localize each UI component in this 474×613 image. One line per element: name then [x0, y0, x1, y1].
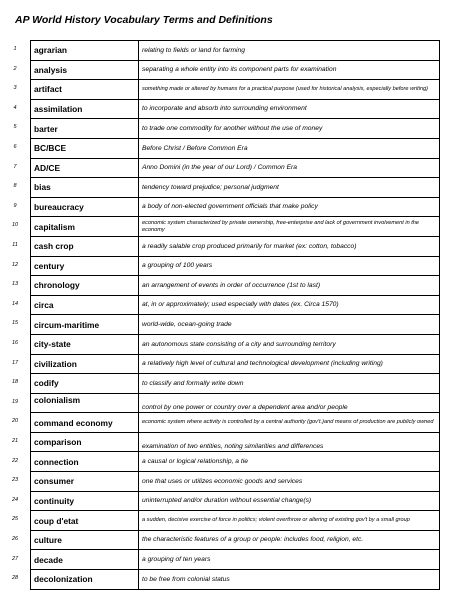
row-number: 21 — [11, 438, 19, 444]
term-cell: city-state — [31, 334, 139, 354]
table-row — [31, 60, 440, 80]
row-number: 12 — [11, 261, 19, 268]
table-row — [31, 197, 440, 217]
row-number: 15 — [11, 320, 19, 327]
row-number: 13 — [11, 281, 19, 288]
definition-cell: a sudden, decisive exercise of force in politics; violent overthrow or altering of existing gov't by a small group — [139, 511, 440, 531]
row-number: 2 — [13, 65, 17, 72]
row-number: 16 — [11, 340, 19, 346]
row-number: 22 — [11, 457, 19, 464]
definition-cell: to classify and formally write down — [139, 374, 440, 394]
table-row — [31, 256, 440, 276]
table-row — [31, 452, 440, 472]
row-number: 3 — [13, 85, 17, 92]
table-row — [31, 41, 440, 61]
term-cell: BC/BCE — [31, 138, 139, 158]
term-cell: colonialism — [31, 393, 139, 413]
table-row — [31, 99, 440, 119]
table-row — [31, 550, 440, 570]
table-row — [31, 491, 440, 511]
row-number: 18 — [11, 379, 19, 386]
table-row — [31, 80, 440, 100]
definition-cell: an arrangement of events in order of occurrence (1st to last) — [139, 276, 440, 296]
definition-cell: separating a whole entity into its component parts for examination — [139, 60, 440, 80]
definition-cell: to be free from colonial status — [139, 570, 440, 590]
table-row — [31, 530, 440, 550]
definition-cell: examination of two entities, noting similarities and differences — [139, 432, 440, 452]
definition-cell: a body of non-elected government officials that make policy — [139, 197, 440, 217]
definition-cell: relating to fields or land for farming — [139, 41, 440, 61]
table-row — [31, 393, 440, 413]
term-cell: connection — [31, 452, 139, 472]
row-number: 25 — [11, 516, 19, 523]
row-number: 4 — [13, 104, 17, 111]
term-cell: consumer — [31, 472, 139, 492]
row-number: 5 — [13, 124, 17, 131]
term-cell: comparison — [31, 432, 139, 452]
definition-cell: economic system where activity is controlled by a central authority (gov't.)and means of production are publicly owned — [139, 413, 440, 433]
row-number: 8 — [13, 183, 17, 190]
table-row — [31, 354, 440, 374]
term-cell: analysis — [31, 60, 139, 80]
table-row — [31, 236, 440, 256]
row-number: 28 — [11, 575, 19, 582]
term-cell: continuity — [31, 491, 139, 511]
term-cell: coup d'etat — [31, 511, 139, 531]
table-row — [31, 158, 440, 178]
term-cell: barter — [31, 119, 139, 139]
table-row — [31, 432, 440, 452]
definition-cell: something made or altered by humans for a practical purpose (used for historical analysis, especially before writing) — [139, 80, 440, 100]
row-number: 26 — [11, 536, 19, 542]
definition-cell: to incorporate and absorb into surrounding environment — [139, 99, 440, 119]
term-cell: decolonization — [31, 570, 139, 590]
table-row — [31, 570, 440, 590]
definition-cell: uninterrupted and/or duration without essential change(s) — [139, 491, 440, 511]
table-row — [31, 276, 440, 296]
term-cell: circum-maritime — [31, 315, 139, 335]
table-row — [31, 413, 440, 433]
vocabulary-table — [30, 40, 440, 590]
term-cell: century — [31, 256, 139, 276]
term-cell: chronology — [31, 276, 139, 296]
row-number: 1 — [13, 46, 17, 52]
definition-cell: to trade one commodity for another without the use of money — [139, 119, 440, 139]
table-row — [31, 511, 440, 531]
row-number: 19 — [11, 398, 19, 405]
definition-cell: world-wide, ocean-going trade — [139, 315, 440, 335]
term-cell: assimilation — [31, 99, 139, 119]
table-row — [31, 295, 440, 315]
term-cell: decade — [31, 550, 139, 570]
row-number: 27 — [11, 555, 19, 562]
row-number: 9 — [13, 202, 17, 209]
table-row — [31, 374, 440, 394]
term-cell: agrarian — [31, 41, 139, 61]
term-cell: circa — [31, 295, 139, 315]
definition-cell: a grouping of 100 years — [139, 256, 440, 276]
definition-cell: a causal or logical relationship, a tie — [139, 452, 440, 472]
row-number: 11 — [12, 242, 18, 248]
term-cell: cash crop — [31, 236, 139, 256]
term-cell: capitalism — [31, 217, 139, 237]
term-cell: bureaucracy — [31, 197, 139, 217]
definition-cell: a relatively high level of cultural and technological development (including writing) — [139, 354, 440, 374]
row-number: 17 — [11, 359, 19, 366]
definition-cell: one that uses or utilizes economic goods and services — [139, 472, 440, 492]
table-row — [31, 138, 440, 158]
table-row — [31, 217, 440, 237]
term-cell: bias — [31, 178, 139, 198]
definition-cell: the characteristic features of a group or people: includes food, religion, etc. — [139, 530, 440, 550]
definition-cell: Anno Domini (in the year of our Lord) / Common Era — [139, 158, 440, 178]
row-number: 23 — [11, 477, 19, 484]
table-row — [31, 119, 440, 139]
definition-cell: control by one power or country over a dependent area and/or people — [139, 393, 440, 413]
definition-cell: an autonomous state consisting of a city and surrounding territory — [139, 334, 440, 354]
term-cell: codify — [31, 374, 139, 394]
row-number: 24 — [11, 496, 19, 503]
term-cell: civilization — [31, 354, 139, 374]
term-cell: artifact — [31, 80, 139, 100]
row-number: 14 — [11, 300, 19, 307]
table-row — [31, 472, 440, 492]
table-row — [31, 334, 440, 354]
row-number: 6 — [13, 144, 17, 150]
row-number: 10 — [11, 222, 19, 229]
row-number: 20 — [11, 418, 19, 425]
term-cell: command economy — [31, 413, 139, 433]
table-row — [31, 178, 440, 198]
term-cell: culture — [31, 530, 139, 550]
definition-cell: Before Christ / Before Common Era — [139, 138, 440, 158]
definition-cell: a grouping of ten years — [139, 550, 440, 570]
definition-cell: at, in or approximately; used especially with dates (ex. Circa 1570) — [139, 295, 440, 315]
term-cell: AD/CE — [31, 158, 139, 178]
definition-cell: tendency toward prejudice; personal judgment — [139, 178, 440, 198]
definition-cell: economic system characterized by private ownership, free-enterprise and lack of government involvement in the economy — [139, 217, 440, 237]
table-row — [31, 315, 440, 335]
row-number: 7 — [13, 163, 17, 170]
page-title: AP World History Vocabulary Terms and Definitions — [15, 14, 273, 26]
definition-cell: a readily salable crop produced primarily for market (ex: cotton, tobacco) — [139, 236, 440, 256]
